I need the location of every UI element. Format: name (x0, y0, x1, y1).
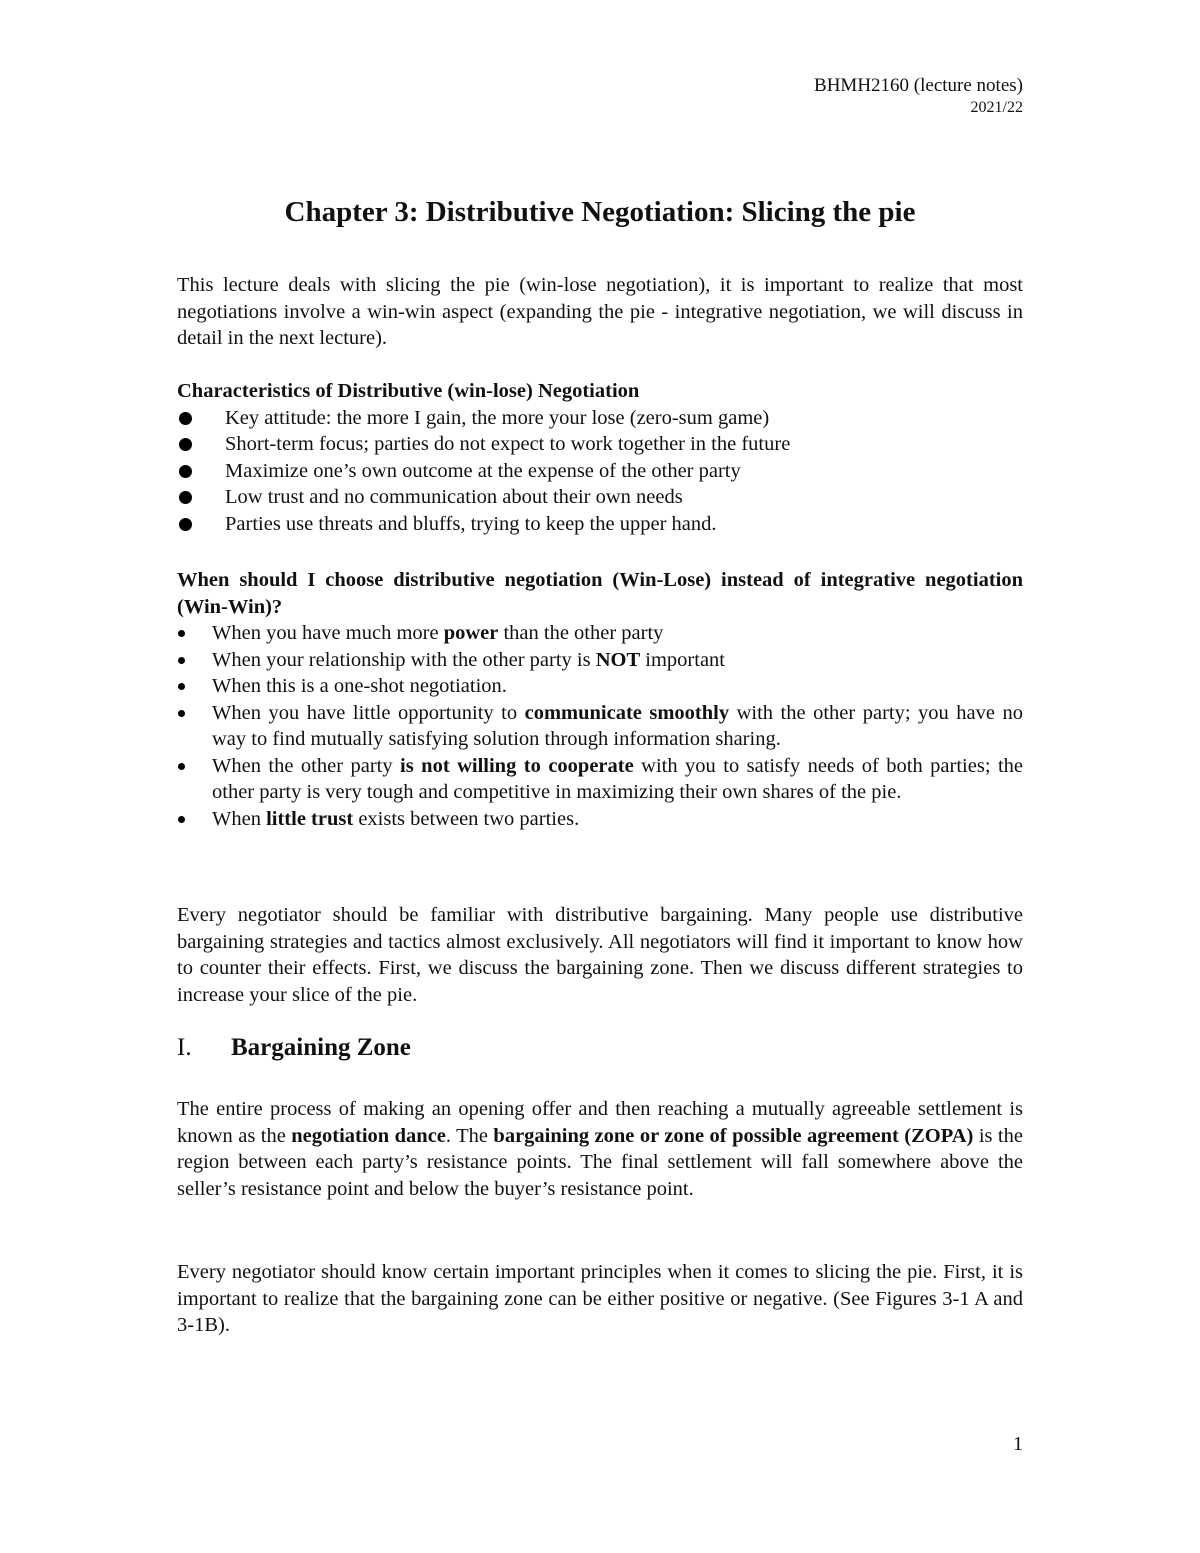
bargaining-zone-paragraph (177, 1096, 1023, 1202)
list-item: Key attitude: the more I gain, the more your lose (zero-sum game) (177, 405, 1023, 432)
section-number: I. (177, 1034, 192, 1061)
when-section (177, 567, 1023, 832)
list-item: Parties use threats and bluffs, trying to keep the upper hand. (177, 511, 1023, 538)
page-header (814, 74, 1023, 118)
characteristics-heading: Characteristics of Distributive (win-lose) Negotiation (177, 380, 640, 402)
list-item: When you have much more power than the other party (177, 620, 1023, 647)
principles-paragraph (177, 1259, 1023, 1339)
list-item: When the other party is not willing to cooperate with you to satisfy needs of both parties; the other party is very tough and competitive in maximizing their own shares of the pie. (177, 753, 1023, 806)
characteristics-list (177, 405, 1023, 538)
list-item: When this is a one-shot negotiation. (177, 673, 1023, 700)
list-item: When you have little opportunity to communicate smoothly with the other party; you have no way to find mutually satisfying solution through information sharing. (177, 700, 1023, 753)
list-item: Maximize one’s own outcome at the expense of the other party (177, 458, 1023, 485)
section-heading (177, 1034, 411, 1062)
chapter-title: Chapter 3: Distributive Negotiation: Slicing the pie (284, 196, 916, 228)
list-item: When your relationship with the other party is NOT important (177, 647, 1023, 674)
every-negotiator-text: Every negotiator should be familiar with distributive bargaining. Many people use distributive bargaining strategies and tactics almost exclusively. All negotiators will find it important to know how to counter their effects. First, we discuss the bargaining zone. Then we discuss different strategies to increase your slice of the pie. (177, 904, 1023, 1006)
page-number: 1 (1013, 1433, 1023, 1455)
list-item: When little trust exists between two parties. (177, 806, 1023, 833)
when-list (177, 620, 1023, 832)
every-negotiator-paragraph (177, 902, 1023, 1008)
list-item: Short-term focus; parties do not expect to work together in the future (177, 431, 1023, 458)
when-heading: When should I choose distributive negotiation (Win-Lose) instead of integrative negotiation (Win-Win)? (177, 569, 1023, 618)
intro-text: This lecture deals with slicing the pie (win-lose negotiation), it is important to realize that most negotiations involve a win-win aspect (expanding the pie - integrative negotiation, we will discuss in detail in the next lecture). (177, 274, 1023, 349)
course-label: BHMH2160 (lecture notes) (814, 75, 1023, 96)
bargaining-zone-text: The entire process of making an opening offer and then reaching a mutually agreeable settlement is known as the negotiation dance. The bargaining zone or zone of possible agreement (ZOPA) is the region between each party’s resistance points. The final settlement will fall somewhere above the seller’s resistance point and below the buyer’s resistance point. (177, 1098, 1023, 1200)
principles-text: Every negotiator should know certain important principles when it comes to slicing the pie. First, it is important to realize that the bargaining zone can be either positive or negative. (See Figures 3-1 A and 3-1B). (177, 1261, 1023, 1336)
intro-paragraph (177, 272, 1023, 352)
list-item: Low trust and no communication about their own needs (177, 484, 1023, 511)
year-label: 2021/22 (970, 99, 1023, 116)
section-title: Bargaining Zone (231, 1034, 411, 1061)
characteristics-section (177, 378, 1023, 537)
